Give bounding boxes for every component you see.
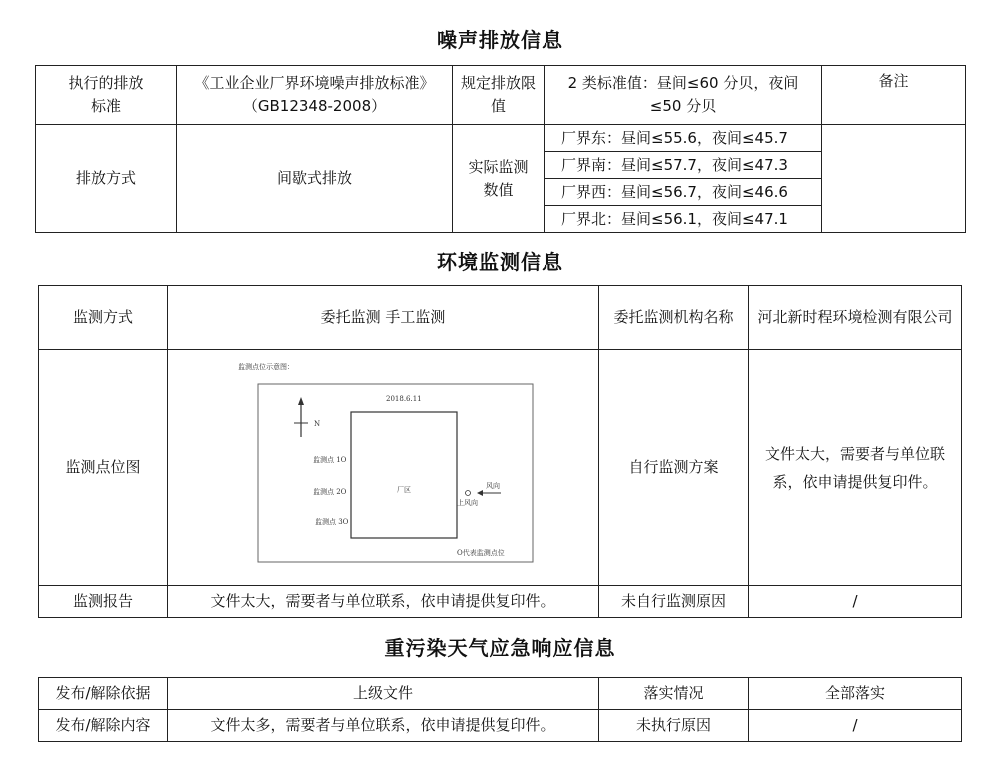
org-value: 河北新时程环境检测有限公司	[749, 286, 962, 350]
factory-outline	[351, 412, 457, 538]
method-label: 监测方式	[39, 286, 168, 350]
basis-label: 发布/解除依据	[39, 678, 168, 710]
reason-label: 未自行监测原因	[599, 586, 749, 618]
remark-value	[822, 125, 966, 233]
monitoring-map	[168, 351, 598, 585]
actual-east: 厂界东：昼间≤55.6，夜间≤45.7	[545, 125, 821, 152]
map-wind: 风向	[486, 481, 500, 490]
org-label: 委托监测机构名称	[599, 286, 749, 350]
plan-label: 自行监测方案	[599, 350, 749, 586]
map-upwind: 上风向	[457, 498, 478, 507]
map-label: 监测点位图	[39, 350, 168, 586]
point-2: 监测点 2O	[313, 487, 347, 496]
env-title: 环境监测信息	[437, 250, 563, 274]
map-legend: O代表监测点位	[457, 548, 505, 557]
content-label: 发布/解除内容	[39, 710, 168, 742]
report-value: 文件太大，需要者与单位联系，依申请提供复印件。	[168, 586, 599, 618]
content-value: 文件太多，需要者与单位联系，依申请提供复印件。	[168, 710, 599, 742]
map-cell	[168, 350, 599, 586]
env-table	[38, 285, 962, 618]
std-value: 《工业企业厂界环境噪声排放标准》（GB12348-2008）	[177, 66, 453, 125]
wind-arrow-icon	[477, 490, 501, 496]
limit-value: 2 类标准值：昼间≤60 分贝，夜间≤50 分贝	[545, 66, 822, 125]
actual-west: 厂界西：昼间≤56.7，夜间≤46.6	[545, 179, 821, 206]
not-value: /	[749, 710, 962, 742]
method-value: 委托监测 手工监测	[168, 286, 599, 350]
impl-label: 落实情况	[599, 678, 749, 710]
basis-value: 上级文件	[168, 678, 599, 710]
map-north: N	[314, 419, 321, 428]
weather-title: 重污染天气应急响应信息	[384, 636, 616, 660]
actual-north: 厂界北：昼间≤56.1，夜间≤47.1	[561, 210, 788, 228]
map-date: 2018.6.11	[386, 394, 422, 403]
actual-south: 厂界南：昼间≤57.7，夜间≤47.3	[545, 152, 821, 179]
report-label: 监测报告	[39, 586, 168, 618]
reason-value: /	[749, 586, 962, 618]
actual-label: 实际监测数值	[453, 125, 545, 233]
north-arrow-icon	[294, 397, 308, 437]
mode-value: 间歇式排放	[177, 125, 453, 233]
mode-label: 排放方式	[36, 125, 177, 233]
plan-value: 文件太大，需要者与单位联系，依申请提供复印件。	[749, 350, 962, 586]
map-caption: 监测点位示意图：	[238, 362, 294, 371]
not-label: 未执行原因	[599, 710, 749, 742]
upwind-point-icon	[466, 490, 471, 495]
noise-table	[35, 65, 966, 233]
point-1: 监测点 1O	[313, 455, 347, 464]
noise-title: 噪声排放信息	[437, 28, 563, 52]
point-3: 监测点 3O	[315, 517, 349, 526]
factory-label: 厂区	[397, 485, 411, 494]
weather-table	[38, 677, 962, 742]
remark-label: 备注	[822, 66, 966, 125]
impl-value: 全部落实	[749, 678, 962, 710]
limit-label: 规定排放限值	[453, 66, 545, 125]
actual-values	[545, 125, 822, 233]
std-label: 执行的排放标准	[36, 66, 177, 125]
